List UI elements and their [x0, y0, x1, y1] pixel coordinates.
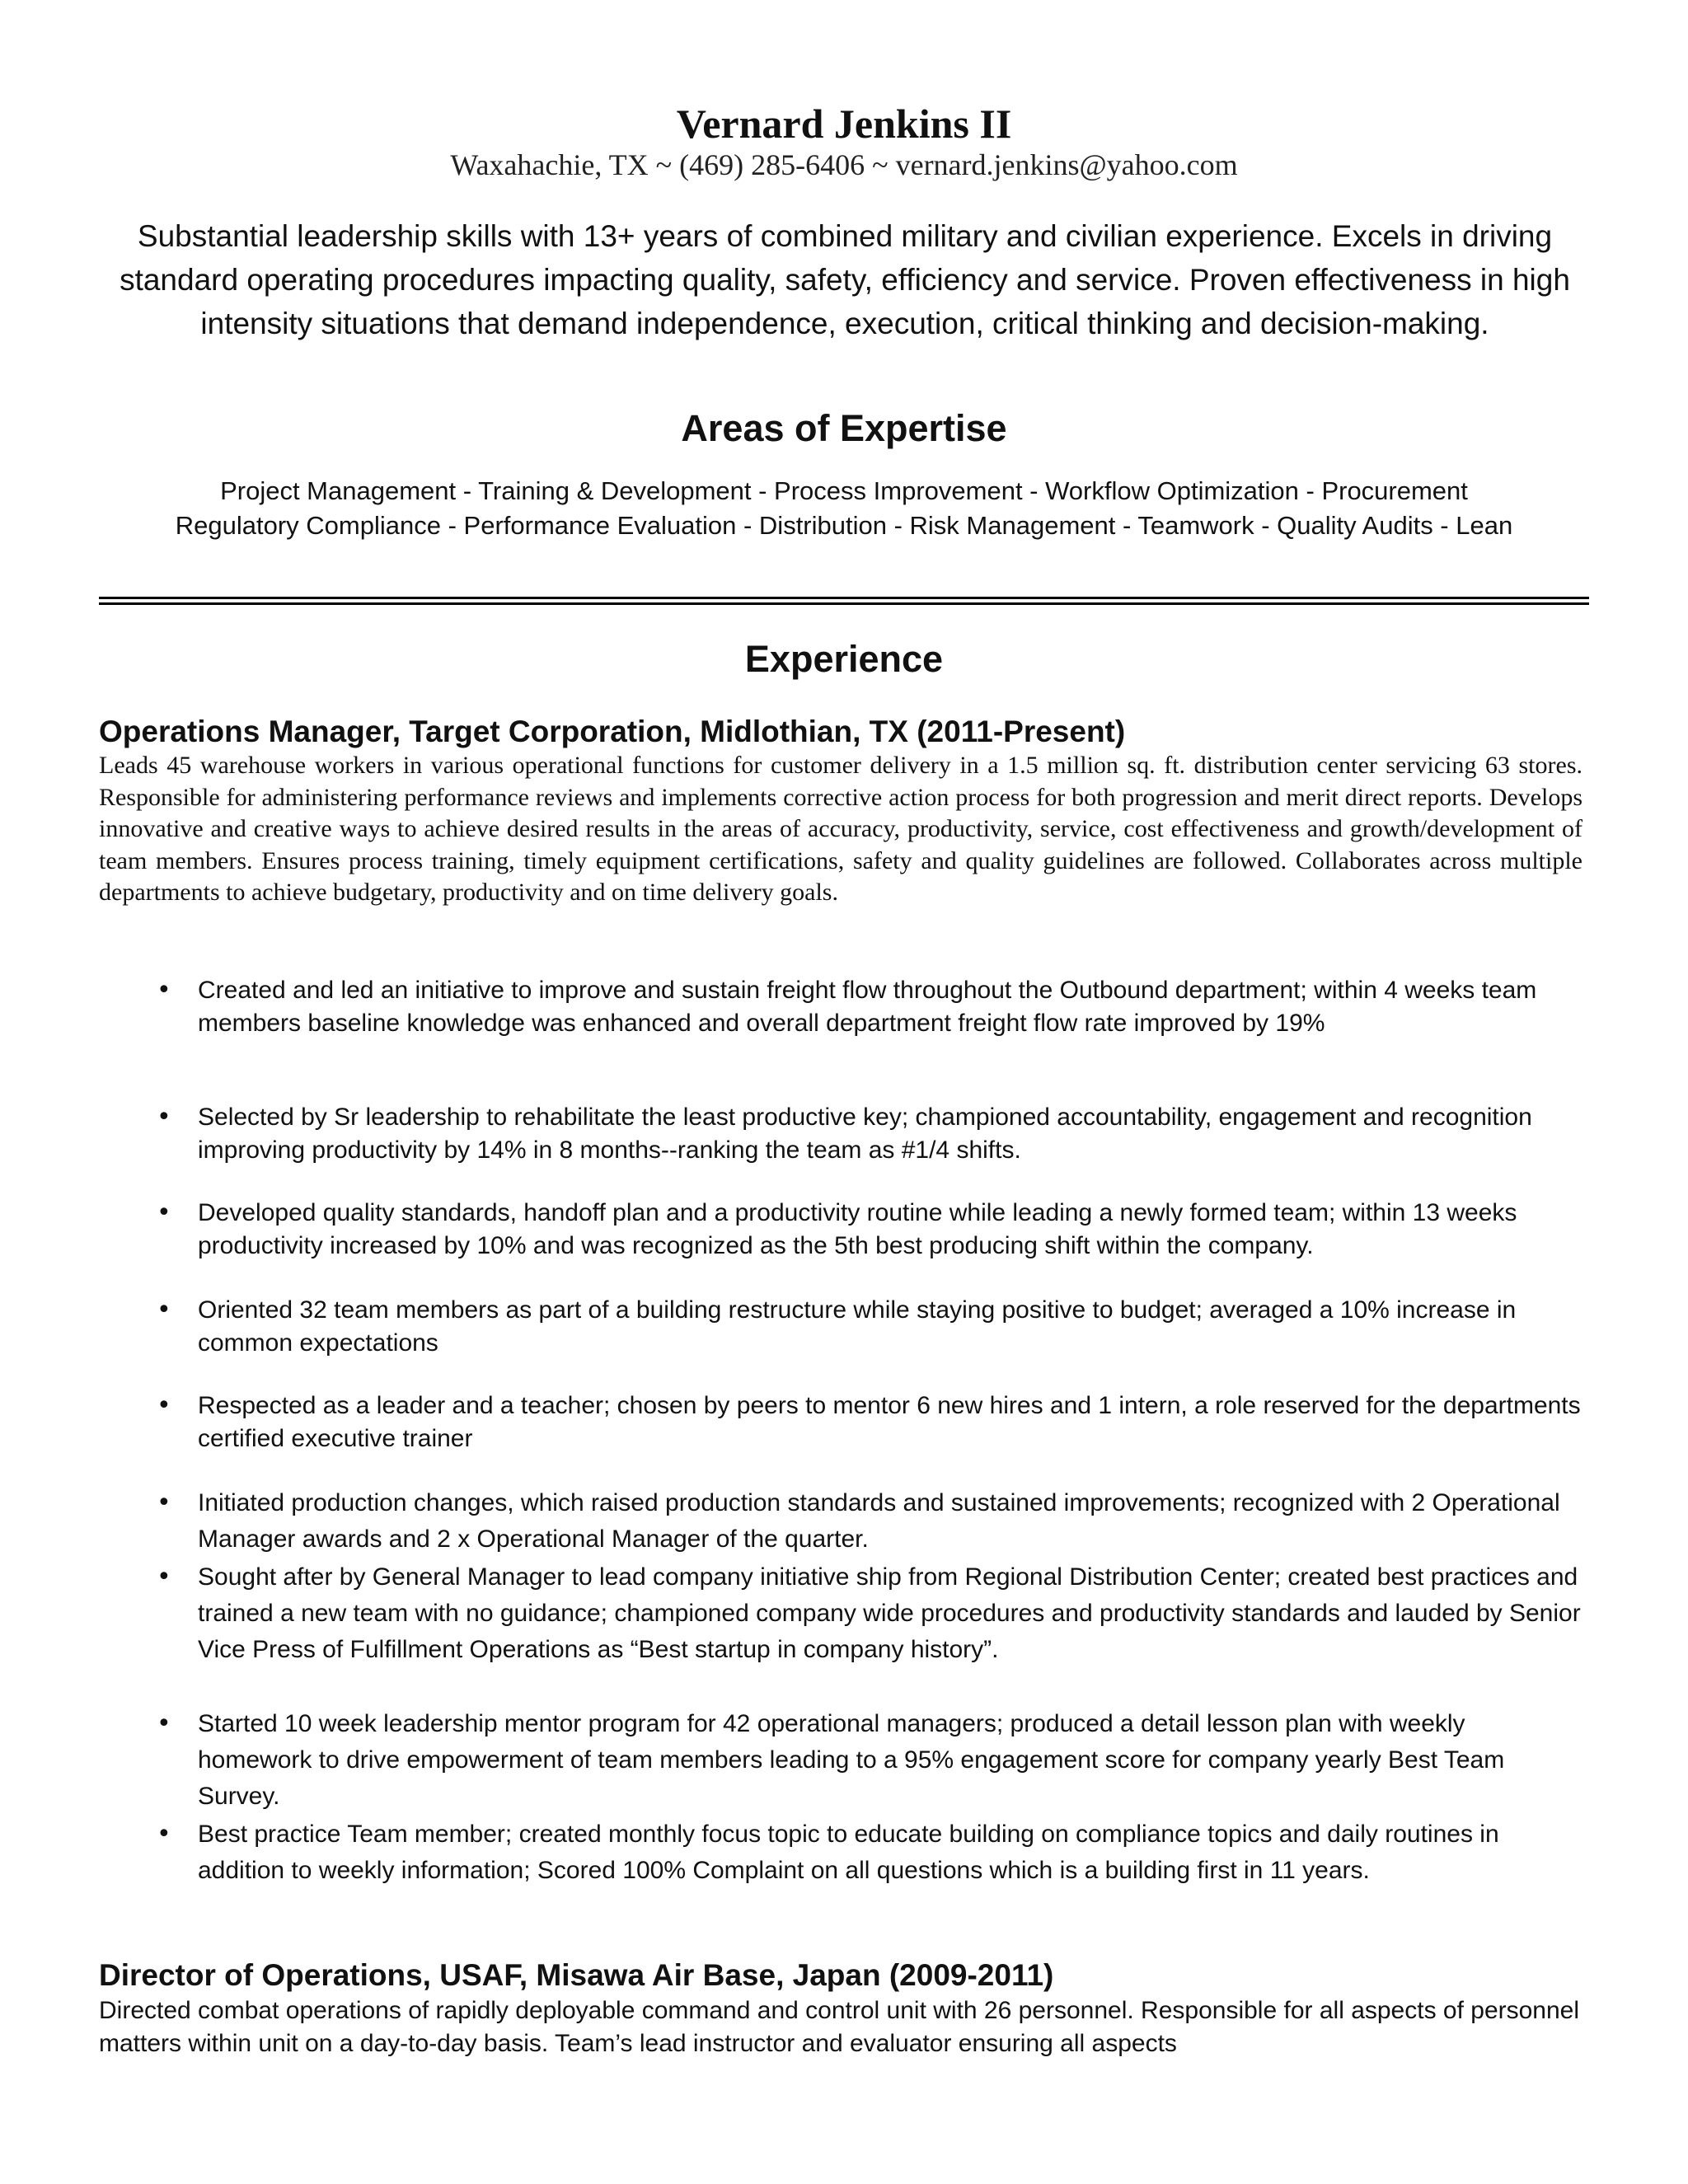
expertise-line-1: Project Management - Training & Development - Process Improvement - Workflow Optimization - Procurement [220, 476, 1468, 505]
contact-line: Waxahachie, TX ~ (469) 285-6406 ~ vernard.jenkins@yahoo.com [450, 148, 1238, 181]
achievement-bullet [157, 1559, 1582, 1668]
job-title-target: Operations Manager, Target Corporation, Midlothian, TX (2011-Present) [99, 715, 1126, 748]
expertise-line-2: Regulatory Compliance - Performance Evaluation - Distribution - Risk Management - Teamwork - Quality Audits - Lean [175, 511, 1513, 540]
achievement-text: Developed quality standards, handoff plan and a productivity routine while leading a newly formed team; within 13 weeks productivity increased by 10% and was recognized as the 5th best producing shift within the company. [198, 1199, 1517, 1259]
section-divider-top [99, 597, 1589, 599]
achievement-text: Sought after by General Manager to lead company initiative ship from Regional Distribution Center; created best practices and trained a new team with no guidance; championed company wide procedures and productivity standards and lauded by Senior Vice Press of Fulfillment Operations as “Best startup in company history”. [198, 1563, 1581, 1663]
achievement-bullet [157, 1197, 1582, 1263]
achievement-text: Created and led an initiative to improve and sustain freight flow throughout the Outbound department; within 4 weeks team members baseline knowledge was enhanced and overall department freight flow rate improved by 19% [198, 977, 1537, 1037]
bullet-dot: • [157, 1820, 171, 1849]
achievement-bullet [157, 1706, 1582, 1815]
achievement-bullet [157, 1101, 1582, 1167]
job-title-usaf: Director of Operations, USAF, Misawa Air Base, Japan (2009-2011) [99, 1958, 1054, 1992]
job-description-usaf: Directed combat operations of rapidly deployable command and control unit with 26 personnel. Responsible for all aspects of personnel matters within unit on a day-to-day basis. Team’s lead instructor and evaluator ensuring all aspects [99, 1997, 1580, 2057]
bullet-dot: • [157, 1198, 171, 1227]
bullet-dot: • [157, 1488, 171, 1517]
achievement-text: Best practice Team member; created monthly focus topic to educate building on compliance topics and daily routines in addition to weekly information; Scored 100% Complaint on all questions which is a building first in 11 years. [198, 1821, 1499, 1884]
job-description-target: Leads 45 warehouse workers in various operational functions for customer delivery in a 1.5 million sq. ft. distribution center servicing 63 stores. Responsible for administering performance reviews and implements corrective action process for both progression and merit direct reports. Develops innovative and creative ways to achieve desired results in the areas of accuracy, productivity, service, cost effectiveness and growth/development of team members. Ensures process training, timely equipment certifications, safety and quality guidelines are followed. Collaborates across multiple departments to achieve budgetary, productivity and on time delivery goals. [99, 752, 1582, 906]
experience-heading: Experience [744, 638, 944, 680]
achievement-bullet [157, 1294, 1582, 1360]
achievement-bullet [157, 1485, 1582, 1558]
achievement-text: Started 10 week leadership mentor program for 42 operational managers; produced a detail lesson plan with weekly homework to drive empowerment of team members leading to a 95% engagement score for company yearly Best Team Survey. [198, 1710, 1505, 1810]
expertise-heading: Areas of Expertise [681, 407, 1007, 449]
candidate-name: Vernard Jenkins II [676, 101, 1012, 147]
bullet-dot: • [157, 1391, 171, 1420]
achievement-text: Respected as a leader and a teacher; chosen by peers to mentor 6 new hires and 1 intern, a role reserved for the departments certified executive trainer [198, 1392, 1581, 1452]
summary-paragraph: Substantial leadership skills with 13+ years of combined military and civilian experience. Excels in driving standard operating procedures impacting quality, safety, efficiency and service. Proven effectiveness in high intensity situations that demand independence, execution, critical thinking and decision-making. [120, 219, 1570, 340]
section-divider-bottom [99, 602, 1589, 605]
achievement-text: Selected by Sr leadership to rehabilitate the least productive key; championed accountability, engagement and recognition improving productivity by 14% in 8 months--ranking the team as #1/4 shifts. [198, 1104, 1532, 1164]
bullet-dot: • [157, 1296, 171, 1324]
achievement-bullet [157, 974, 1582, 1040]
achievement-text: Oriented 32 team members as part of a building restructure while staying positive to budget; averaged a 10% increase in common expectations [198, 1296, 1517, 1357]
bullet-dot: • [157, 1709, 171, 1738]
achievement-text: Initiated production changes, which raised production standards and sustained improvements; recognized with 2 Operational Manager awards and 2 x Operational Manager of the quarter. [198, 1489, 1560, 1553]
achievement-bullet [157, 1816, 1582, 1889]
achievement-bullet [157, 1390, 1582, 1455]
bullet-dot: • [157, 1103, 171, 1132]
bullet-dot: • [157, 976, 171, 1005]
bullet-dot: • [157, 1563, 171, 1591]
